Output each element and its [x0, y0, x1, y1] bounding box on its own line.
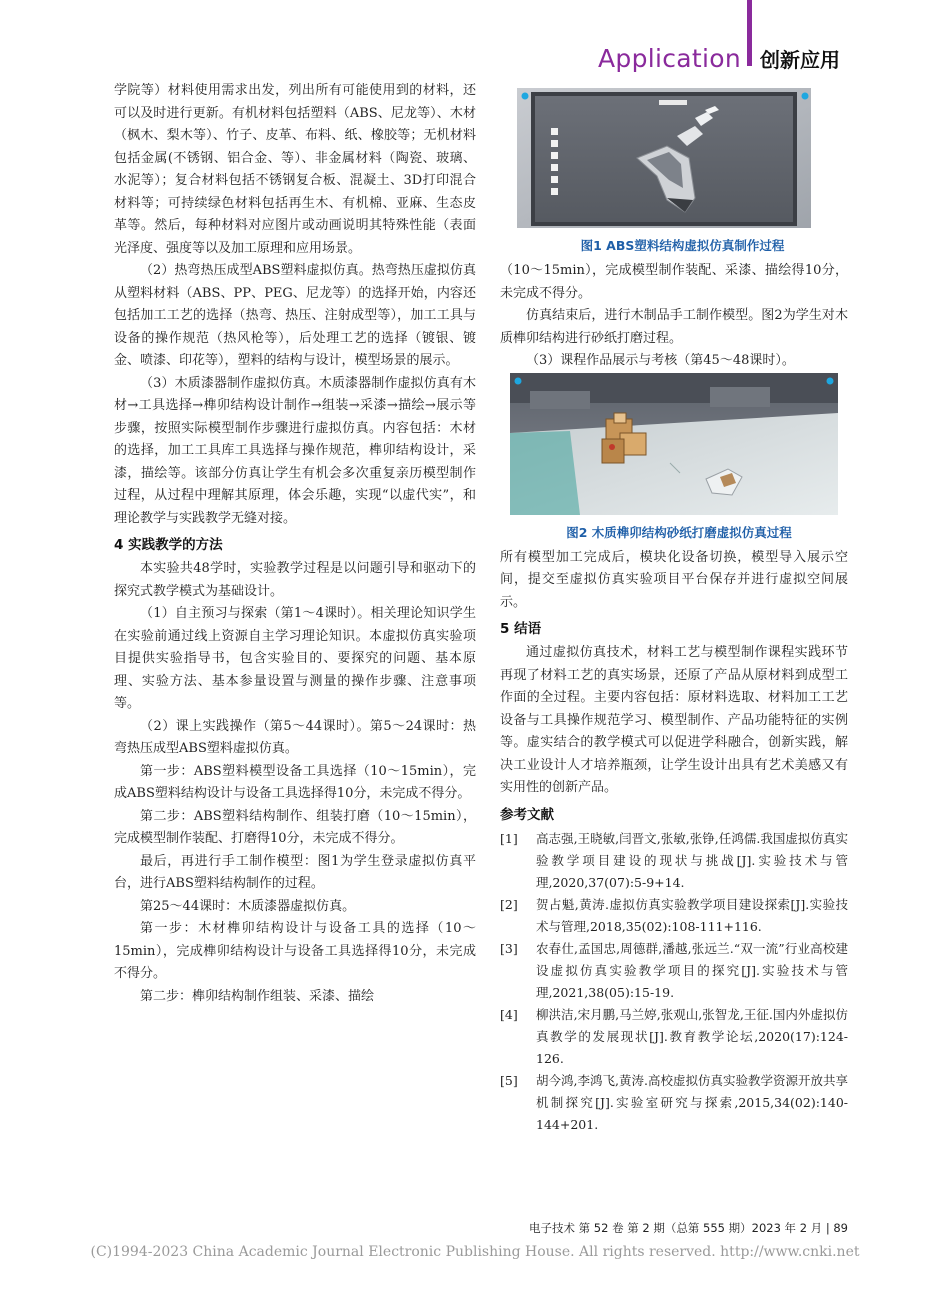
paragraph: 第二步：ABS塑料结构制作、组装打磨（10～15min），完成模型制作装配、打磨得10分，未完成不得分。 — [114, 808, 476, 846]
paragraph: 所有模型加工完成后，模块化设备切换，模型导入展示空间，提交至虚拟仿真实验项目平台保存并进行虚拟空间展示。 — [500, 549, 848, 610]
left-column — [114, 80, 476, 1008]
paragraph: 本实验共48学时，实验教学过程是以问题引导和驱动下的探究式教学模式为基础设计。 — [114, 561, 476, 599]
reference-number: [2] — [500, 896, 518, 912]
figure-1-image — [517, 88, 811, 228]
reference-text: 农春仕,孟国忠,周德群,潘越,张远兰.“双一流”行业高校建设虚拟仿真实验教学项目的探究[J].实验技术与管理,2021,38(05):15-19. — [536, 940, 848, 1000]
header-accent-bar — [747, 0, 752, 66]
paragraph: （3）课程作品展示与考核（第45～48课时）。 — [526, 353, 795, 368]
paragraph: （10～15min），完成模型制作装配、采漆、描绘得10分，未完成不得分。 — [500, 263, 848, 301]
reference-number: [1] — [500, 830, 518, 846]
page-footer: 电子技术 第 52 卷 第 2 期（总第 555 期）2023 年 2 月 | 89 — [528, 1221, 848, 1235]
paragraph: 最后，再进行手工制作模型：图1为学生登录虚拟仿真平台，进行ABS塑料结构制作的过程。 — [114, 853, 476, 891]
paragraph: 第25～44课时：木质漆器虚拟仿真。 — [140, 898, 356, 914]
reference-item — [500, 894, 848, 938]
reference-number: [4] — [500, 1006, 518, 1022]
right-column — [500, 88, 848, 1136]
paragraph: （2）课上实践操作（第5～44课时）。第5～24课时：热弯热压成型ABS塑料虚拟仿真。 — [114, 718, 476, 756]
paragraph: 通过虚拟仿真技术，材料工艺与模型制作课程实践环节再现了材料工艺的真实场景，还原了产品从原材料到成型工作面的全过程。主要内容包括：原材料选取、材料加工工艺设备与工具操作规范学习、模型制作、产品功能特征的实例等。虚实结合的教学模式可以促进学科融合，创新实践，解决工业设计人才培养瓶颈，让学生设计出具有艺术美感又有实用性的创新产品。 — [500, 645, 848, 795]
figure-2-image — [510, 373, 838, 515]
right-text-block-a — [500, 260, 848, 373]
paragraph: （3）木质漆器制作虚拟仿真。木质漆器制作虚拟仿真有木材→工具选择→榫卯结构设计制作→组装→采漆→描绘→展示等步骤，按照实际模型制作步骤进行虚拟仿真。内容包括：木材的选择，加工工具库工具选择与操作规范，榫卯结构设计，采漆，描绘等。该部分仿真让学生有机会多次重复亲历模型制作过程，从过程中理解其原理，体会乐趣，实现“以虚代实”，和理论教学与实践教学无缝对接。 — [114, 375, 476, 526]
section-heading: 参考文献 — [500, 806, 554, 823]
section-label-cn: 创新应用 — [760, 48, 840, 72]
reference-text: 高志强,王晓敏,闫晋文,张敏,张铮,任鸿儒.我国虚拟仿真实验教学项目建设的现状与挑战[J].实验技术与管理,2020,37(07):5-9+14. — [536, 830, 848, 890]
reference-list — [500, 828, 848, 1136]
figure-1 — [517, 88, 848, 256]
copyright-watermark: (C)1994-2023 China Academic Journal Electronic Publishing House. All rights reserved. http://www.cnki.net — [90, 1244, 860, 1260]
right-text-block-b — [500, 547, 848, 826]
reference-text: 贺占魁,黄涛.虚拟仿真实验教学项目建设探索[J].实验技术与管理,2018,35(02):108-111+116. — [536, 896, 848, 934]
reference-item — [500, 828, 848, 894]
reference-item — [500, 1004, 848, 1070]
figure-1-caption: 图1 ABS塑料结构虚拟仿真制作过程 — [580, 238, 785, 253]
reference-item — [500, 938, 848, 1004]
figure-2-caption: 图2 木质榫卯结构砂纸打磨虚拟仿真过程 — [566, 524, 792, 540]
figure-2 — [510, 373, 848, 543]
paragraph: 第二步：榫卯结构制作组装、采漆、描绘 — [140, 988, 375, 1004]
paragraph: 第一步：木材榫卯结构设计与设备工具的选择（10～15min），完成榫卯结构设计与设备工具选择得10分，未完成不得分。 — [114, 921, 476, 981]
reference-text: 柳洪洁,宋月鹏,马兰婷,张观山,张智龙,王征.国内外虚拟仿真教学的发展现状[J].教育教学论坛,2020(17):124-126. — [536, 1006, 848, 1066]
reference-text: 胡今鸿,李鸿飞,黄涛.高校虚拟仿真实验教学资源开放共享机制探究[J].实验室研究与探索,2015,34(02):140-144+201. — [536, 1072, 848, 1132]
paragraph: （2）热弯热压成型ABS塑料虚拟仿真。热弯热压虚拟仿真从塑料材料（ABS、PP、PEG、尼龙等）的选择开始，内容还包括加工工艺的选择（热弯、热压、注射成型等），加工工具与设备的操作规范（热风枪等），后处理工艺的选择（镀银、镀金、喷漆、印花等），塑料的结构与设计，模型场景的展示。 — [114, 263, 476, 368]
paragraph: 仿真结束后，进行木制品手工制作模型。图2为学生对木质榫卯结构进行砂纸打磨过程。 — [500, 308, 848, 346]
reference-item — [500, 1070, 848, 1136]
section-heading: 4 实践教学的方法 — [114, 537, 223, 553]
reference-number: [5] — [500, 1072, 518, 1088]
paragraph: （1）自主预习与探索（第1～4课时）。相关理论知识学生在实验前通过线上资源自主学习理论知识。本虚拟仿真实验项目提供实验指导书，包含实验目的、要探究的问题、基本原理、实验方法、基本参量设置与测量的操作步骤、注意事项等。 — [114, 606, 476, 711]
paragraph: 学院等）材料使用需求出发，列出所有可能使用到的材料，还可以及时进行更新。有机材料包括塑料（ABS、尼龙等）、木材（枫木、梨木等）、竹子、皮革、布料、纸、橡胶等；无机材料包括金属(不锈钢、铝合金、等）、非金属材料（陶瓷、玻璃、水泥等）；复合材料包括不锈钢复合板、混凝土、3D打印混合材料等；可持续绿色材料包括再生木、有机棉、亚麻、生态皮革等。然后，每种材料对应图片或动画说明其特殊性能（表面光泽度、强度等以及加工原理和应用场景。 — [114, 83, 476, 256]
section-label-en: Application — [598, 44, 741, 73]
paragraph: 第一步：ABS塑料模型设备工具选择（10～15min），完成ABS塑料结构设计与设备工具选择得10分，未完成不得分。 — [114, 763, 476, 801]
reference-number: [3] — [500, 940, 518, 956]
section-heading: 5 结语 — [500, 621, 542, 637]
